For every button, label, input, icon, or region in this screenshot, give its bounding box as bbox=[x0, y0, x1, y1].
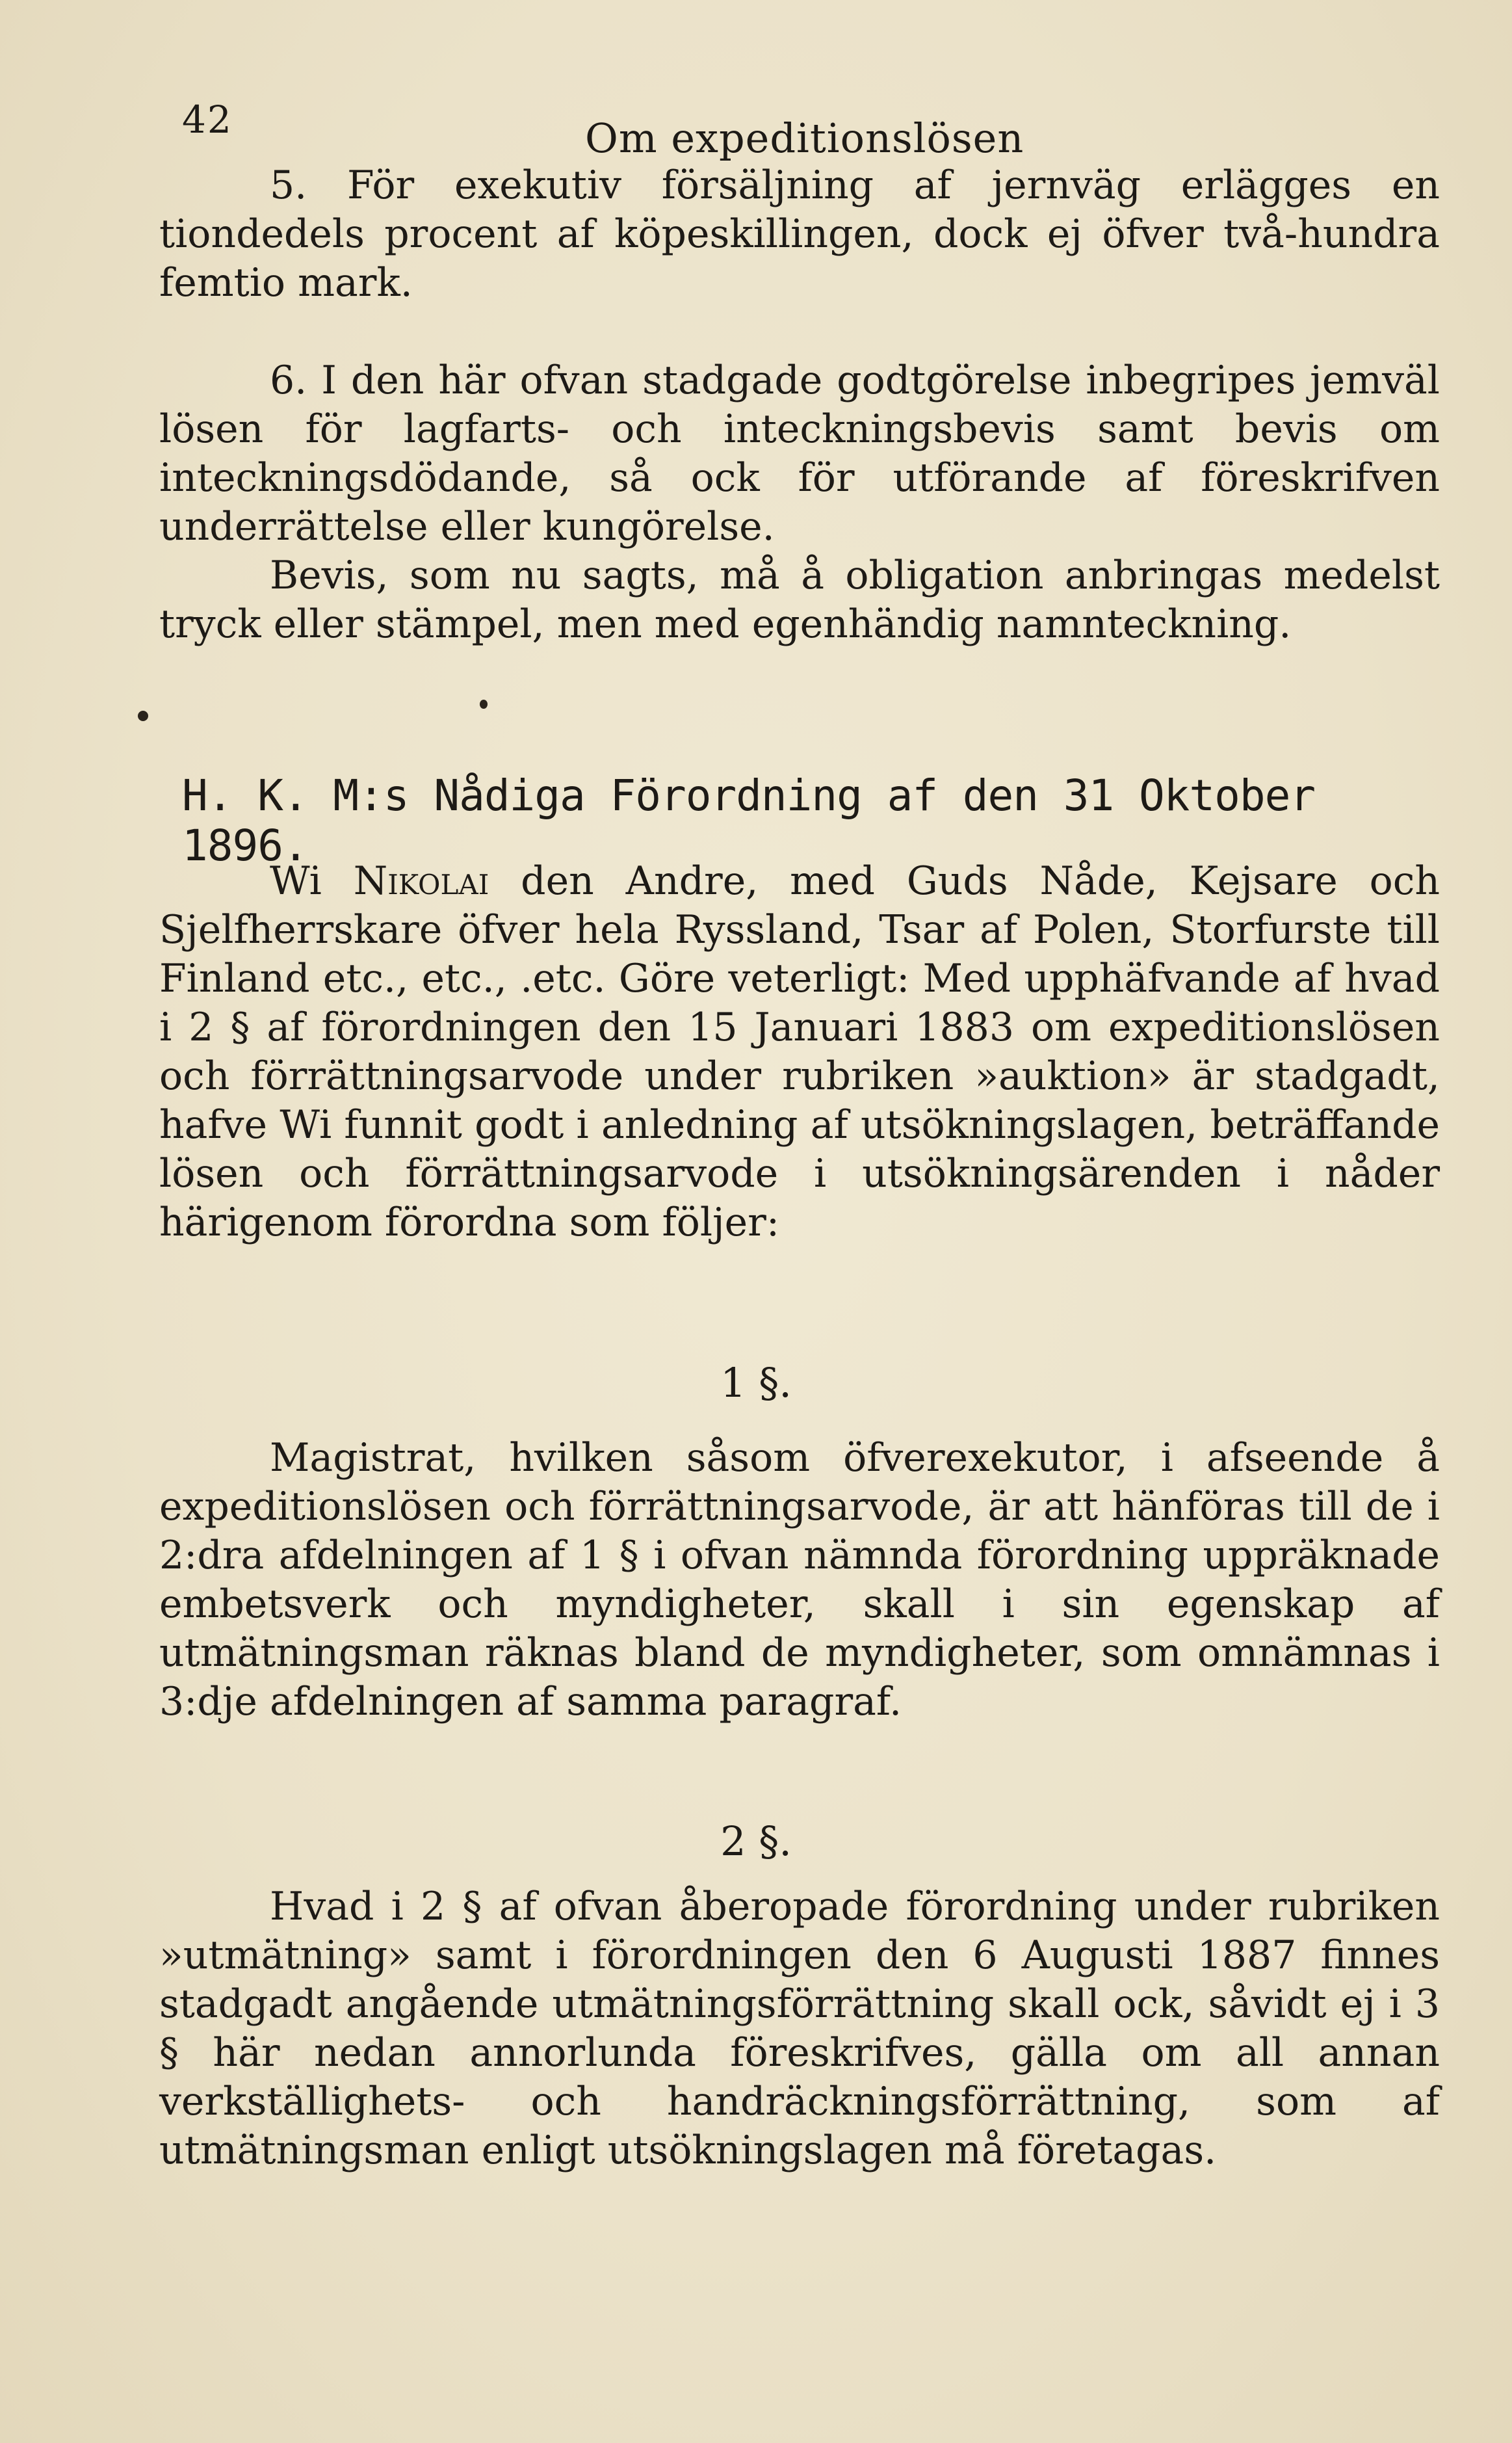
section-2-text: Hvad i 2 § af ofvan åberopade förordning under rubriken »utmätning» samt i förordningen den 6 Augusti 1887 finnes stadgadt angående utmätningsförrättning skall ock, såvidt ej i 3 § här nedan annorlunda föreskrifves, gälla om all annan verkställighets- och handräckningsförrättning, som af utmätningsman enligt utsökningslagen må företagas. bbox=[159, 1884, 1440, 2173]
section-1-title: 1 §. bbox=[720, 1359, 792, 1406]
preamble-wi: Wi bbox=[270, 858, 322, 904]
ordinance-heading: H. K. M:s Nådiga Förordning af den 31 Oktober 1896. bbox=[182, 771, 1316, 871]
page-number: 42 bbox=[182, 98, 233, 142]
paragraph-5: 5. För exekutiv försäljning af jernväg erlägges en tiondedels procent af köpeskillingen, dock ej öfver två-hundra femtio mark. bbox=[159, 163, 1440, 306]
print-speck bbox=[138, 711, 148, 721]
section-2-title: 2 §. bbox=[720, 1817, 792, 1865]
print-speck bbox=[480, 700, 488, 709]
paragraph-6: 6. I den här ofvan stadgade godtgörelse inbegripes jemväl lösen för lagfarts- och inteckningsbevis samt bevis om inteckningsdödande, så ock för utförande af föreskrifven underrättelse eller kungörelse. bbox=[159, 358, 1440, 549]
preamble bbox=[159, 857, 1440, 1247]
section-1-text: Magistrat, hvilken såsom öfverexekutor, i afseende å expeditionslösen och förrättningsarvode, är att hänföras till de i 2:dra afdelningen af 1 § i ofvan nämnda förordning uppräknade embetsverk och myndigheter, skall i sin egenskap af utmätningsman räknas bland de myndigheter, som omnämnas i 3:dje afdelningen af samma paragraf. bbox=[159, 1435, 1440, 1724]
paragraph-bevis: Bevis, som nu sagts, må å obligation anbringas medelst tryck eller stämpel, men med egenhändig namnteckning. bbox=[159, 553, 1440, 647]
preamble-text: den Andre, med Guds Nåde, Kejsare och Sjelfherrskare öfver hela Ryssland, Tsar af Polen, Storfurste till Finland etc., etc., .etc. Göre veterligt: Med upphäfvande af hvad i 2 § af förordningen den 15 Januari 1883 om expeditionslösen och förrättningsarvode under rubriken »auktion» är stadgadt, hafve Wi funnit godt i anledning af utsökningslagen, beträffande lösen och förrättningsarvode i utsökningsärenden i nåder härigenom förordna som följer: bbox=[159, 858, 1440, 1245]
page-header bbox=[182, 98, 1417, 162]
preamble-sovereign-name: Nikolai bbox=[353, 858, 489, 904]
running-title: Om expeditionslösen bbox=[585, 114, 1024, 162]
